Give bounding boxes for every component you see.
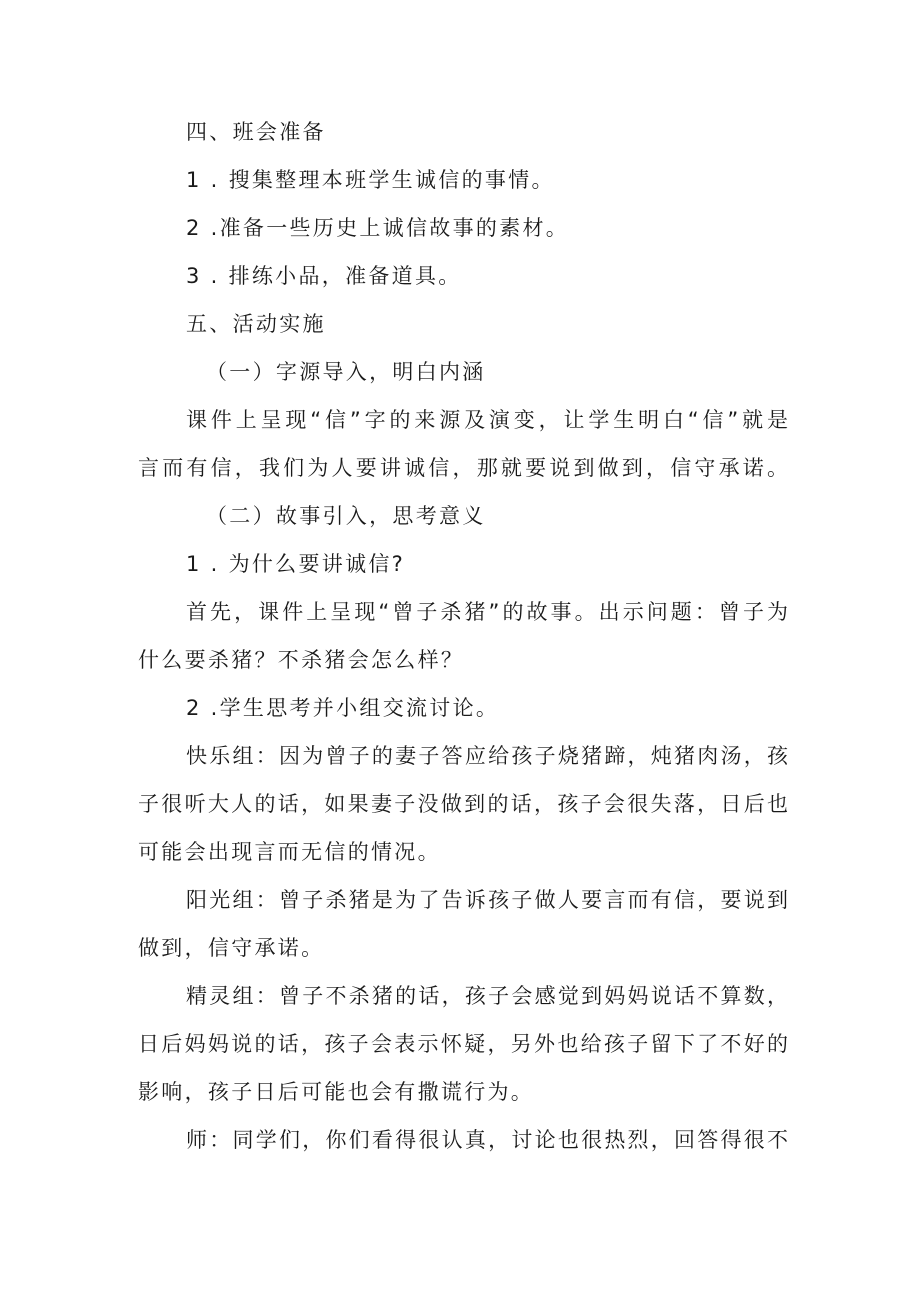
heading-class-preparation: 四、班会准备 [186,120,326,144]
prep-item-2: 2 .准备一些历史上诚信故事的素材。 [186,216,570,240]
prep-item-1: 1 . 搜集整理本班学生诚信的事情。 [186,168,555,192]
paragraph-line: 可能会出现言而无信的情况。 [138,840,441,864]
paragraph-line: 快乐组：因为曾子的妻子答应给孩子烧猪蹄，炖猪肉汤，孩 [186,744,788,768]
paragraph-line: 子很听大人的话，如果妻子没做到的话，孩子会很失落，日后也 [138,792,788,816]
paragraph-line: 阳光组：曾子杀猪是为了告诉孩子做人要言而有信，要说到 [186,888,788,912]
subheading-2: （二）故事引入，思考意义 [206,504,486,528]
paragraph-line: 首先，课件上呈现“曾子杀猪”的故事。出示问题：曾子为 [186,600,788,624]
paragraph-line: 做到，信守承诺。 [138,936,325,960]
paragraph-line: 日后妈妈说的话，孩子会表示怀疑，另外也给孩子留下了不好的 [138,1032,788,1056]
paragraph-line: 影响，孩子日后可能也会有撒谎行为。 [138,1080,535,1104]
subheading-1: （一）字源导入，明白内涵 [206,360,486,384]
question-item-1: 1 . 为什么要讲诚信? [186,552,406,576]
paragraph-line: 精灵组：曾子不杀猪的话，孩子会感觉到妈妈说话不算数， [186,984,788,1008]
paragraph-line: 什么要杀猪？不杀猪会怎么样？ [138,648,465,672]
paragraph-line: 言而有信，我们为人要讲诚信，那就要说到做到，信守承诺。 [138,456,788,480]
question-item-2: 2 .学生思考并小组交流讨论。 [186,696,500,720]
paragraph-line: 师：同学们，你们看得很认真，讨论也很热烈，回答得很不 [186,1128,788,1152]
paragraph-line: 课件上呈现“信”字的来源及演变，让学生明白“信”就是 [186,408,788,432]
heading-activity-implementation: 五、活动实施 [186,312,326,336]
prep-item-3: 3 . 排练小品，准备道具。 [186,264,462,288]
